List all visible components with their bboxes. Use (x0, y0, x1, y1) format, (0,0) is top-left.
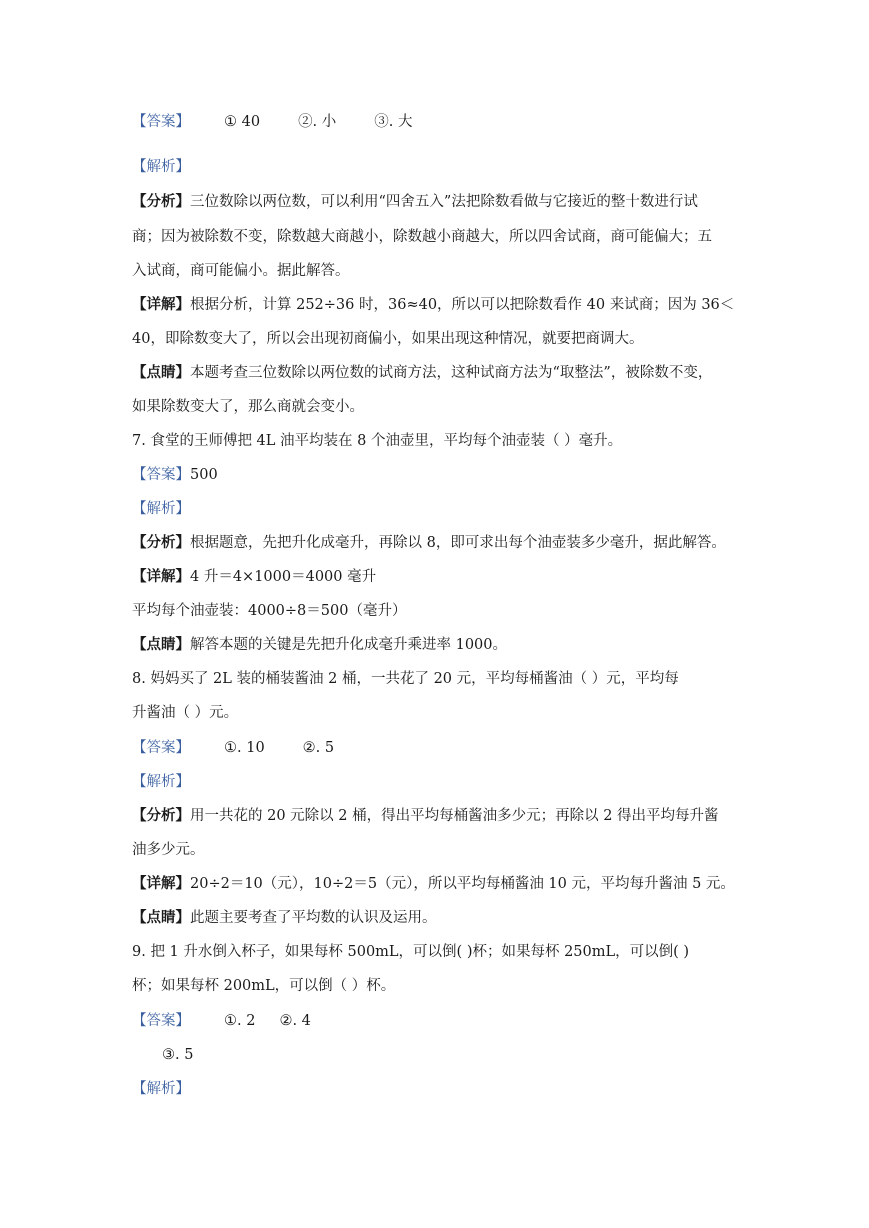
answer-tag: 【答案】 (132, 1013, 190, 1029)
q8-fenxi-line-2: 油多少元。 (132, 842, 205, 858)
q7-calc-line: 平均每个油壶装：4000÷8＝500（毫升） (132, 603, 407, 619)
dianjing-tag: 【点睛】 (132, 909, 190, 926)
q6-dianjing-line-1: 【点睛】本题考查三位数除以两位数的试商方法，这种试商方法为“取整法”，被除数不变， (132, 364, 713, 381)
answer-tag: 【答案】 (132, 740, 190, 756)
answer-part-1: ①. 2 (224, 1013, 256, 1029)
q6-dianjing-line-2: 如果除数变大了，那么商就会变小。 (132, 399, 364, 415)
answer-part-1-value: 40 (241, 114, 261, 130)
q6-jiexi-tag: 【解析】 (132, 159, 190, 175)
answer-value: 500 (190, 467, 218, 483)
answer-tag: 【答案】 (132, 467, 190, 483)
xiangjie-tag: 【详解】 (132, 875, 190, 892)
q6-fenxi-line-2: 商；因为被除数不变，除数越大商越小，除数越小商越大，所以四舍试商，商可能偏大；五 (132, 229, 712, 245)
q9-question-line-1: 9. 把 1 升水倒入杯子，如果每杯 500mL，可以倒( )杯；如果每杯 250mL，可以倒( ) (132, 944, 690, 960)
answer-part-2: ②. 小 (298, 114, 337, 130)
q6-fenxi-line-1: 【分析】三位数除以两位数，可以利用“四舍五入”法把除数看做与它接近的整十数进行试 (132, 193, 698, 210)
answer-part-1-marker: ① (224, 114, 237, 130)
q9-answer-part-3: ③. 5 (162, 1047, 194, 1063)
q6-xiangjie-line-2: 40，即除数变大了，所以会出现初商偏小，如果出现这种情况，就要把商调大。 (132, 331, 644, 347)
q7-answer-line (132, 465, 218, 485)
q8-answer-line (132, 738, 334, 758)
q8-xiangjie-line: 【详解】20÷2＝10（元），10÷2＝5（元），所以平均每桶酱油 10 元，平均每升酱油 5 元。 (132, 875, 735, 892)
q6-xiangjie-line-1: 【详解】根据分析，计算 252÷36 时，36≈40，所以可以把除数看作 40 来试商；因为 36＜ (132, 296, 735, 313)
fenxi-tag: 【分析】 (132, 193, 190, 210)
q7-xiangjie-line: 【详解】4 升＝4×1000＝4000 毫升 (132, 568, 377, 585)
q8-dianjing-line: 【点睛】此题主要考查了平均数的认识及运用。 (132, 909, 437, 926)
q7-question: 7. 食堂的王师傅把 4L 油平均装在 8 个油壶里，平均每个油壶装（ ）毫升。 (132, 433, 623, 449)
xiangjie-tag: 【详解】 (132, 568, 190, 585)
q8-question-line-2: 升酱油（ ）元。 (132, 705, 239, 721)
q9-jiexi-tag: 【解析】 (132, 1081, 190, 1097)
xiangjie-tag: 【详解】 (132, 296, 190, 313)
q7-dianjing-line: 【点睛】解答本题的关键是先把升化成毫升乘进率 1000。 (132, 636, 508, 653)
answer-tag: 【答案】 (132, 114, 190, 130)
answer-part-2: ②. 5 (302, 740, 335, 756)
q8-fenxi-line-1: 【分析】用一共花的 20 元除以 2 桶，得出平均每桶酱油多少元；再除以 2 得出平均每升酱 (132, 807, 719, 824)
fenxi-tag: 【分析】 (132, 807, 190, 824)
answer-part-3: ③. 大 (374, 114, 413, 130)
q6-answer-line (132, 112, 413, 132)
dianjing-tag: 【点睛】 (132, 636, 190, 653)
q8-jiexi-tag: 【解析】 (132, 774, 190, 790)
answer-part-2: ②. 4 (279, 1013, 311, 1029)
q8-question-line-1: 8. 妈妈买了 2L 装的桶装酱油 2 桶，一共花了 20 元，平均每桶酱油（ ）元，平均每 (132, 671, 679, 687)
q9-question-line-2: 杯；如果每杯 200mL，可以倒（ ）杯。 (132, 978, 396, 994)
fenxi-tag: 【分析】 (132, 534, 190, 551)
q9-answer-line (132, 1011, 311, 1031)
dianjing-tag: 【点睛】 (132, 364, 190, 381)
answer-part-1: ①. 10 (224, 740, 265, 756)
q7-fenxi-line: 【分析】根据题意，先把升化成毫升，再除以 8，即可求出每个油壶装多少毫升，据此解答。 (132, 534, 726, 551)
q6-fenxi-line-3: 入试商，商可能偏小。据此解答。 (132, 263, 350, 279)
q7-jiexi-tag: 【解析】 (132, 501, 190, 517)
